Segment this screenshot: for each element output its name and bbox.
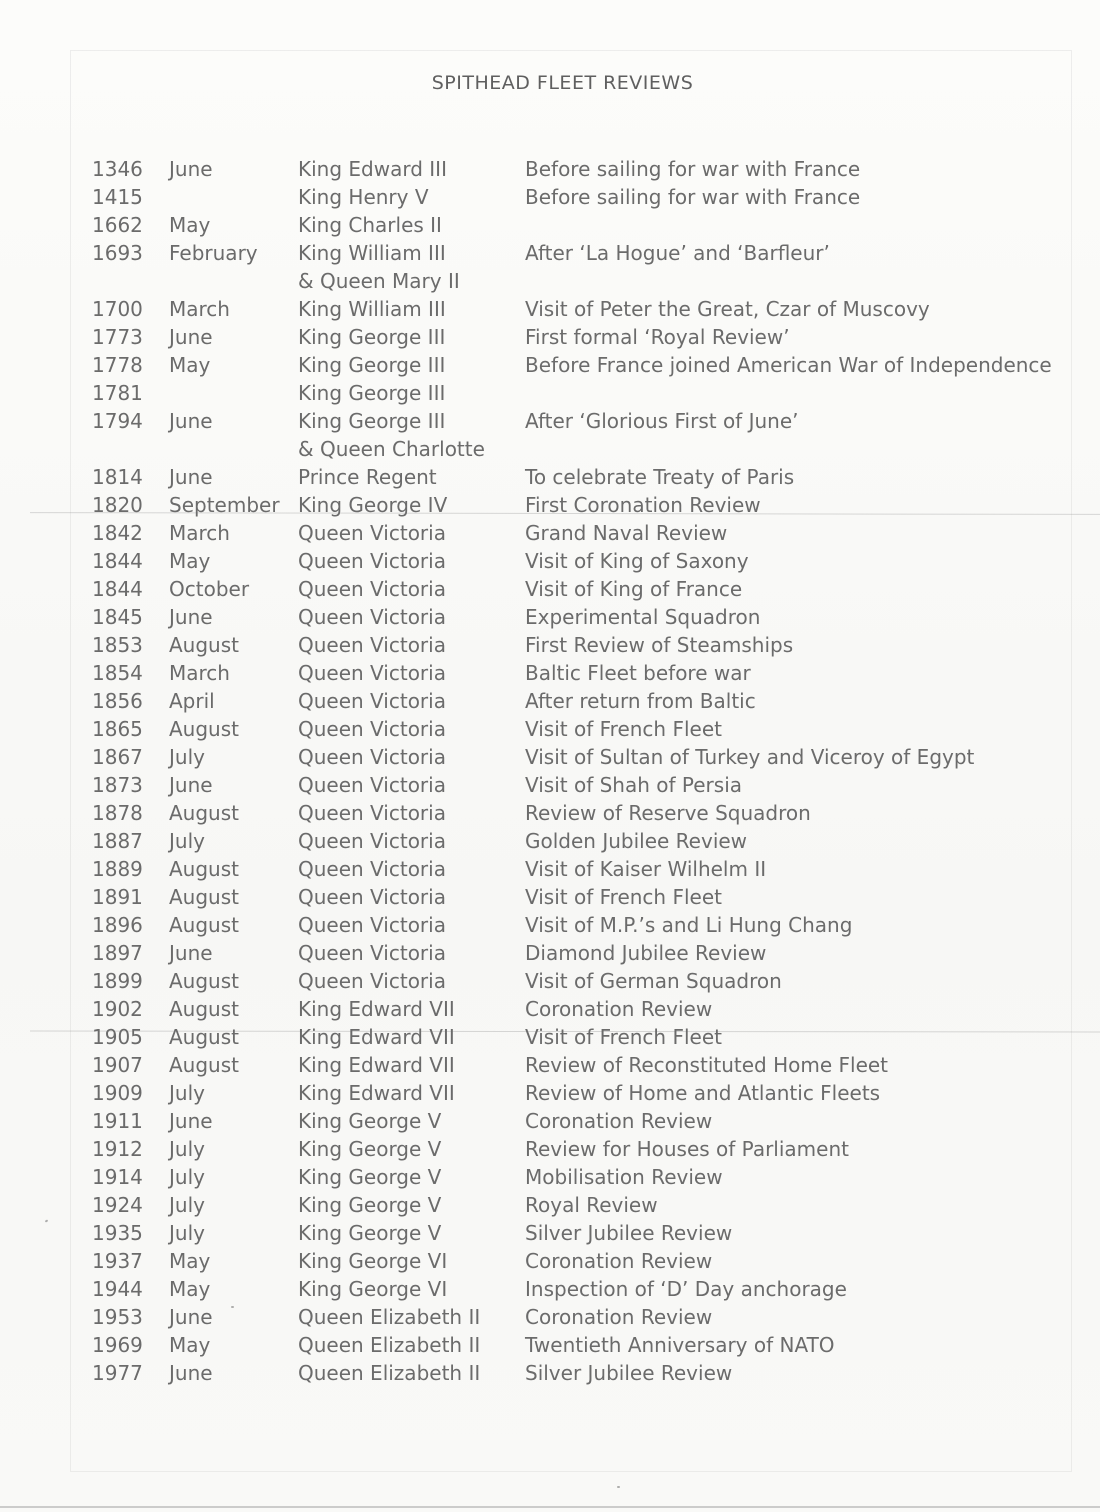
review-year: 1853 [92, 633, 143, 657]
review-year: 1911 [92, 1109, 143, 1133]
review-monarch [298, 715, 446, 743]
review-occasion: Inspection of ‘D’ Day anchorage [525, 1277, 847, 1301]
review-monarch [298, 1331, 480, 1359]
paper-speck [45, 1219, 49, 1222]
review-monarch [298, 883, 446, 911]
review-month: June [169, 157, 213, 181]
monarch-line: Queen Victoria [298, 857, 446, 881]
review-occasion: Review of Home and Atlantic Fleets [525, 1081, 881, 1105]
review-monarch [298, 799, 446, 827]
monarch-line: Queen Victoria [298, 885, 446, 909]
review-occasion: Visit of M.P.’s and Li Hung Chang [525, 913, 853, 937]
monarch-line: Queen Victoria [298, 521, 446, 545]
review-occasion: Visit of French Fleet [525, 1025, 722, 1049]
document-title: SPITHEAD FLEET REVIEWS [431, 72, 694, 94]
review-year: 1842 [92, 521, 143, 545]
review-monarch [298, 911, 446, 939]
review-month: September [169, 493, 280, 517]
review-monarch [298, 547, 446, 575]
monarch-line: King Henry V [298, 185, 429, 209]
review-occasion: First Coronation Review [525, 493, 761, 517]
review-year: 1889 [92, 857, 143, 881]
review-occasion: Grand Naval Review [525, 521, 728, 545]
review-year: 1977 [92, 1361, 143, 1385]
monarch-line: Prince Regent [298, 465, 437, 489]
review-occasion: Royal Review [525, 1193, 658, 1217]
review-month: March [169, 661, 230, 685]
review-occasion: Visit of French Fleet [525, 885, 722, 909]
review-year: 1891 [92, 885, 143, 909]
review-month: August [169, 857, 239, 881]
review-month: July [169, 1081, 205, 1105]
review-year: 1845 [92, 605, 143, 629]
monarch-line: King Edward VII [298, 1081, 455, 1105]
review-month: August [169, 801, 239, 825]
monarch-line: King George IV [298, 493, 448, 517]
review-occasion: Silver Jubilee Review [525, 1221, 733, 1245]
review-monarch [298, 855, 446, 883]
review-month: July [169, 829, 205, 853]
review-occasion: Visit of French Fleet [525, 717, 722, 741]
review-occasion: First Review of Steamships [525, 633, 794, 657]
monarch-line: King Edward VII [298, 1025, 455, 1049]
page-edge [0, 1506, 1100, 1508]
review-year: 1944 [92, 1277, 143, 1301]
review-month: June [169, 941, 213, 965]
review-year: 1662 [92, 213, 143, 237]
review-month: August [169, 885, 239, 909]
monarch-line: Queen Victoria [298, 577, 446, 601]
monarch-line: Queen Victoria [298, 801, 446, 825]
review-monarch [298, 995, 455, 1023]
review-year: 1909 [92, 1081, 143, 1105]
monarch-line: King George VI [298, 1277, 448, 1301]
review-monarch [298, 631, 446, 659]
review-year: 1820 [92, 493, 143, 517]
review-year: 1844 [92, 549, 143, 573]
review-monarch [298, 351, 445, 379]
review-occasion: Visit of King of France [525, 577, 743, 601]
review-month: August [169, 997, 239, 1021]
review-occasion: Coronation Review [525, 1249, 713, 1273]
review-year: 1935 [92, 1221, 143, 1245]
monarch-line: King Edward VII [298, 1053, 455, 1077]
review-monarch [298, 1247, 447, 1275]
review-occasion: Visit of Shah of Persia [525, 773, 743, 797]
review-monarch [298, 323, 445, 351]
review-occasion: After ‘Glorious First of June’ [525, 409, 799, 433]
review-occasion: First formal ‘Royal Review’ [525, 325, 790, 349]
review-monarch [298, 239, 460, 295]
review-occasion: After return from Baltic [525, 689, 756, 713]
monarch-line: King George V [298, 1193, 442, 1217]
review-year: 1814 [92, 465, 143, 489]
review-monarch [298, 1051, 455, 1079]
review-month: May [169, 549, 211, 573]
review-year: 1865 [92, 717, 143, 741]
review-monarch [298, 463, 437, 491]
review-year: 1346 [92, 157, 143, 181]
monarch-line: Queen Victoria [298, 689, 446, 713]
monarch-line: Queen Elizabeth II [298, 1333, 481, 1357]
monarch-line: Queen Victoria [298, 969, 446, 993]
paper-speck [231, 1306, 234, 1308]
monarch-line: Queen Victoria [298, 913, 446, 937]
review-occasion: Baltic Fleet before war [525, 661, 751, 685]
review-monarch [298, 1275, 447, 1303]
review-year: 1867 [92, 745, 143, 769]
review-year: 1878 [92, 801, 143, 825]
monarch-line: King Edward III [298, 157, 447, 181]
review-monarch [298, 575, 446, 603]
monarch-line: Queen Victoria [298, 549, 446, 573]
review-occasion: To celebrate Treaty of Paris [525, 465, 795, 489]
review-month: June [169, 1361, 213, 1385]
review-year: 1897 [92, 941, 143, 965]
review-month: March [169, 297, 230, 321]
review-occasion: Golden Jubilee Review [525, 829, 748, 853]
monarch-line: King George VI [298, 1249, 448, 1273]
review-month: August [169, 1053, 239, 1077]
review-month: June [169, 1109, 213, 1133]
monarch-line: King Charles II [298, 213, 442, 237]
review-month: July [169, 1221, 205, 1245]
review-month: July [169, 1193, 205, 1217]
review-monarch [298, 659, 446, 687]
review-year: 1794 [92, 409, 143, 433]
review-year: 1914 [92, 1165, 143, 1189]
review-occasion: Coronation Review [525, 1305, 713, 1329]
monarch-line: Queen Elizabeth II [298, 1361, 481, 1385]
review-monarch [298, 491, 447, 519]
review-month: May [169, 213, 211, 237]
review-month: February [169, 241, 258, 265]
paper-speck [617, 1486, 620, 1488]
monarch-line: King George III [298, 325, 446, 349]
review-monarch [298, 1303, 480, 1331]
review-month: June [169, 325, 213, 349]
review-year: 1778 [92, 353, 143, 377]
review-occasion: Before sailing for war with France [525, 185, 861, 209]
monarch-line: King George V [298, 1221, 442, 1245]
review-year: 1844 [92, 577, 143, 601]
review-month: March [169, 521, 230, 545]
review-monarch [298, 603, 446, 631]
monarch-line: King William III [298, 241, 446, 265]
review-year: 1899 [92, 969, 143, 993]
review-occasion: Review of Reconstituted Home Fleet [525, 1053, 889, 1077]
review-monarch [298, 295, 446, 323]
monarch-consort-line: & Queen Charlotte [298, 437, 485, 461]
review-month: July [169, 745, 205, 769]
review-monarch [298, 967, 446, 995]
review-year: 1902 [92, 997, 143, 1021]
review-occasion: Before France joined American War of Independence [525, 353, 1052, 377]
review-year: 1415 [92, 185, 143, 209]
review-monarch [298, 687, 446, 715]
review-month: October [169, 577, 250, 601]
review-occasion: Twentieth Anniversary of NATO [525, 1333, 835, 1357]
monarch-consort-line: & Queen Mary II [298, 269, 460, 293]
review-month: July [169, 1137, 205, 1161]
review-monarch [298, 1219, 441, 1247]
review-occasion: Coronation Review [525, 1109, 713, 1133]
review-monarch [298, 1191, 441, 1219]
review-monarch [298, 1079, 455, 1107]
monarch-line: Queen Victoria [298, 633, 446, 657]
review-month: August [169, 913, 239, 937]
review-month: August [169, 717, 239, 741]
review-year: 1937 [92, 1249, 143, 1273]
review-monarch [298, 743, 446, 771]
review-year: 1953 [92, 1305, 143, 1329]
review-year: 1854 [92, 661, 143, 685]
review-year: 1693 [92, 241, 143, 265]
review-monarch [298, 379, 445, 407]
review-year: 1896 [92, 913, 143, 937]
review-occasion: Visit of Peter the Great, Czar of Muscovy [525, 297, 930, 321]
review-year: 1969 [92, 1333, 143, 1357]
monarch-line: Queen Victoria [298, 661, 446, 685]
review-month: August [169, 969, 239, 993]
review-month: May [169, 1333, 211, 1357]
monarch-line: Queen Victoria [298, 605, 446, 629]
review-occasion: Experimental Squadron [525, 605, 761, 629]
review-monarch [298, 1359, 480, 1387]
review-monarch [298, 1107, 441, 1135]
review-occasion: Coronation Review [525, 997, 713, 1021]
review-year: 1856 [92, 689, 143, 713]
review-year: 1924 [92, 1193, 143, 1217]
review-month: April [169, 689, 215, 713]
review-month: June [169, 409, 213, 433]
review-occasion: Visit of Kaiser Wilhelm II [525, 857, 767, 881]
review-occasion: After ‘La Hogue’ and ‘Barfleur’ [525, 241, 830, 265]
monarch-line: King George V [298, 1165, 442, 1189]
review-occasion: Silver Jubilee Review [525, 1361, 733, 1385]
review-year: 1700 [92, 297, 143, 321]
monarch-line: King Edward VII [298, 997, 455, 1021]
review-month: May [169, 1277, 211, 1301]
review-monarch [298, 519, 446, 547]
review-year: 1907 [92, 1053, 143, 1077]
review-month: August [169, 1025, 239, 1049]
review-year: 1905 [92, 1025, 143, 1049]
review-monarch [298, 1135, 441, 1163]
review-year: 1873 [92, 773, 143, 797]
review-occasion: Mobilisation Review [525, 1165, 723, 1189]
review-month: June [169, 1305, 213, 1329]
review-monarch [298, 407, 485, 463]
monarch-line: King George III [298, 381, 446, 405]
review-occasion: Review of Reserve Squadron [525, 801, 811, 825]
review-month: July [169, 1165, 205, 1189]
monarch-line: King George V [298, 1137, 442, 1161]
review-occasion: Visit of King of Saxony [525, 549, 749, 573]
monarch-line: Queen Victoria [298, 745, 446, 769]
monarch-line: King William III [298, 297, 446, 321]
review-monarch [298, 1023, 455, 1051]
review-year: 1773 [92, 325, 143, 349]
review-occasion: Visit of German Squadron [525, 969, 782, 993]
review-monarch [298, 939, 446, 967]
review-occasion: Before sailing for war with France [525, 157, 861, 181]
monarch-line: King George III [298, 409, 446, 433]
review-occasion: Diamond Jubilee Review [525, 941, 767, 965]
review-month: June [169, 465, 213, 489]
review-year: 1781 [92, 381, 143, 405]
review-year: 1912 [92, 1137, 143, 1161]
review-month: June [169, 605, 213, 629]
review-monarch [298, 183, 429, 211]
monarch-line: King George V [298, 1109, 442, 1133]
monarch-line: King George III [298, 353, 446, 377]
review-monarch [298, 155, 447, 183]
monarch-line: Queen Victoria [298, 773, 446, 797]
review-month: August [169, 633, 239, 657]
review-monarch [298, 211, 442, 239]
review-monarch [298, 827, 446, 855]
review-occasion: Review for Houses of Parliament [525, 1137, 849, 1161]
monarch-line: Queen Victoria [298, 829, 446, 853]
review-monarch [298, 1163, 441, 1191]
review-year: 1887 [92, 829, 143, 853]
monarch-line: Queen Elizabeth II [298, 1305, 481, 1329]
review-month: June [169, 773, 213, 797]
review-month: May [169, 353, 211, 377]
review-occasion: Visit of Sultan of Turkey and Viceroy of Egypt [525, 745, 975, 769]
monarch-line: Queen Victoria [298, 717, 446, 741]
review-month: May [169, 1249, 211, 1273]
monarch-line: Queen Victoria [298, 941, 446, 965]
review-monarch [298, 771, 446, 799]
